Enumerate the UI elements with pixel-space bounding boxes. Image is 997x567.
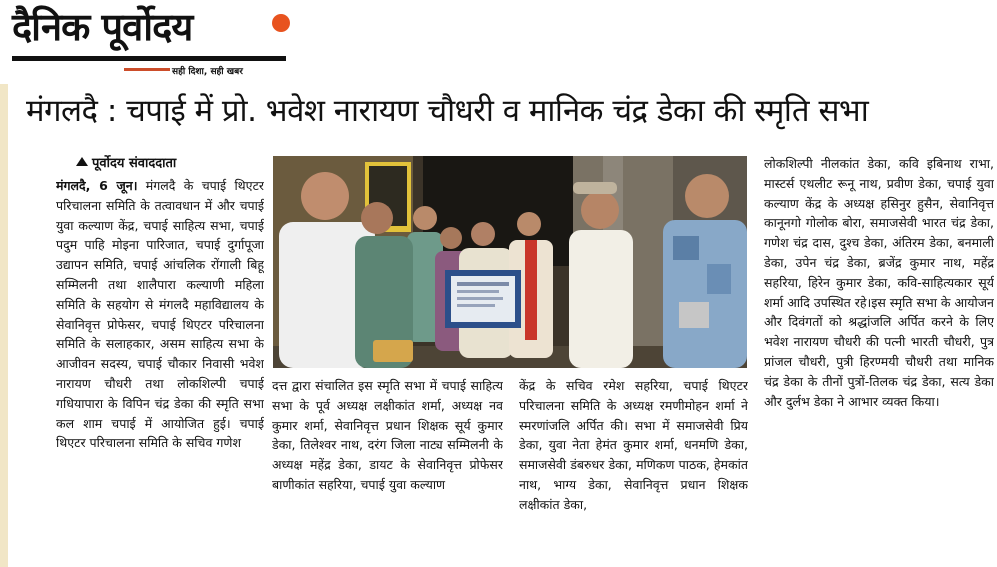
masthead — [12, 4, 302, 77]
article-headline: मंगलदै : चपाई में प्रो. भवेश नारायण चौधरी व मानिक चंद्र डेका की स्मृति सभा — [26, 93, 869, 129]
byline — [76, 154, 266, 174]
photo-illustration — [273, 156, 747, 368]
article-column-4: लोकशिल्पी नीलकांत डेका, कवि इबिनाथ राभा, मास्टर्स एथलीट रूनू नाथ, प्रवीण डेका, चपाई युवा कल्याण केंद्र के अध्यक्ष हसिनुर हुसैन, सेवानिवृत्त कानूनगो गोलोक बोरा, समाजसेवी भारत चंद्र डेका, गणेश चंद्र दास, दुश्च डेका, अंतिरम डेका, बनमाली डेका, उपेन चंद्र डेका, ब्रजेंद्र कुमार नाथ, महेंद्र सहरिया, हिरेन कुमार डेका, कवि-साहित्यकार सूर्य शर्मा आदि उपस्थित रहे।इस स्मृति सभा के आयोजन और दिवंगतों को श्रद्धांजलि अर्पित करने के लिए भवेश नारायण चौधरी की पत्नी भारती चौधरी, पुत्र प्रांजल चौधरी, पुत्री हिरण्मयी चौधरी तथा मानिक चंद्र डेका के तीनों पुत्रों-तिलक चंद्र डेका, सत्य डेका और दुर्लभ डेका ने आभार व्यक्त किया। — [764, 156, 994, 409]
column-1-text: मंगलदै के चपाई थिएटर परिचालना समिति के तत्वावधान में और चपाई युवा कल्याण केंद्र, चपाई साहित्य सभा, चपाई पदुम पाहि मोइना पारिजात, चपाई दुर्गापूजा उद्यापन समिति, चपाई आंचलिक रोंगाली बिहू सम्मिलनी तथा शालैपारा कल्याणी महिला समिति के सहयोग से मंगलदै महाविद्यालय के सेवानिवृत्त प्रोफेसर, चपाई थिएटर परिचालना समिति के सलाहकार, असम साहित्य सभा के आजीवन सदस्य, चपाई चौकार निवासी भवेश नारायण चौधरी तथा लोकशिल्पी चपाई गधियापारा के विपिन चंद्र डेका की स्मृति सभा कल शाम चपाई में आयोजित हुई। चपाई थिएटर परिचालना समिति के सचिव गणेश — [56, 178, 264, 451]
article-photo — [273, 156, 747, 368]
byline-text: पूर्वोदय संवाददाता — [92, 156, 177, 171]
article-column-2: दत्त द्वारा संचालित इस स्मृति सभा में चपाई साहित्य सभा के पूर्व अध्यक्ष लक्षीकांत शर्मा, अध्यक्ष नव कुमार शर्मा, सेवानिवृत्त प्रधान शिक्षक सूर्य कुमार डेका, तिलेश्वर नाथ, दरंग जिला नाट्य सम्मिलनी के अध्यक्ष महेंद्र डेका, डायट के सेवानिवृत्त प्रोफेसर बाणीकांत सहरिया, चपाई युवा कल्याण — [272, 378, 503, 492]
masthead-rule — [12, 56, 286, 61]
masthead-accent-bar — [124, 68, 170, 71]
article-column-1 — [56, 176, 264, 567]
logo-dot — [272, 14, 290, 32]
page-edge — [0, 84, 8, 567]
newspaper-tagline: सही दिशा, सही खबर — [172, 67, 243, 77]
newspaper-name: दैनिक पूर्वोदय — [12, 5, 193, 49]
dateline: मंगलदै, 6 जून। — [56, 178, 138, 193]
triangle-icon — [76, 157, 88, 166]
article-column-3: केंद्र के सचिव रमेश सहरिया, चपाई थिएटर परिचालना समिति के अध्यक्ष रमणीमोहन शर्मा ने स्मरणांजलि अर्पित की। सभा में समाजसेवी प्रिय डेका, युवा नेता हेमंत कुमार शर्मा, धनमणि डेका, समाजसेवी डंबरुधर डेका, मणिकण पाठक, हेमकांत नाथ, भाग्य डेका, सेवानिवृत्त प्रधान शिक्षक लक्षीकांत डेका, — [519, 378, 748, 512]
